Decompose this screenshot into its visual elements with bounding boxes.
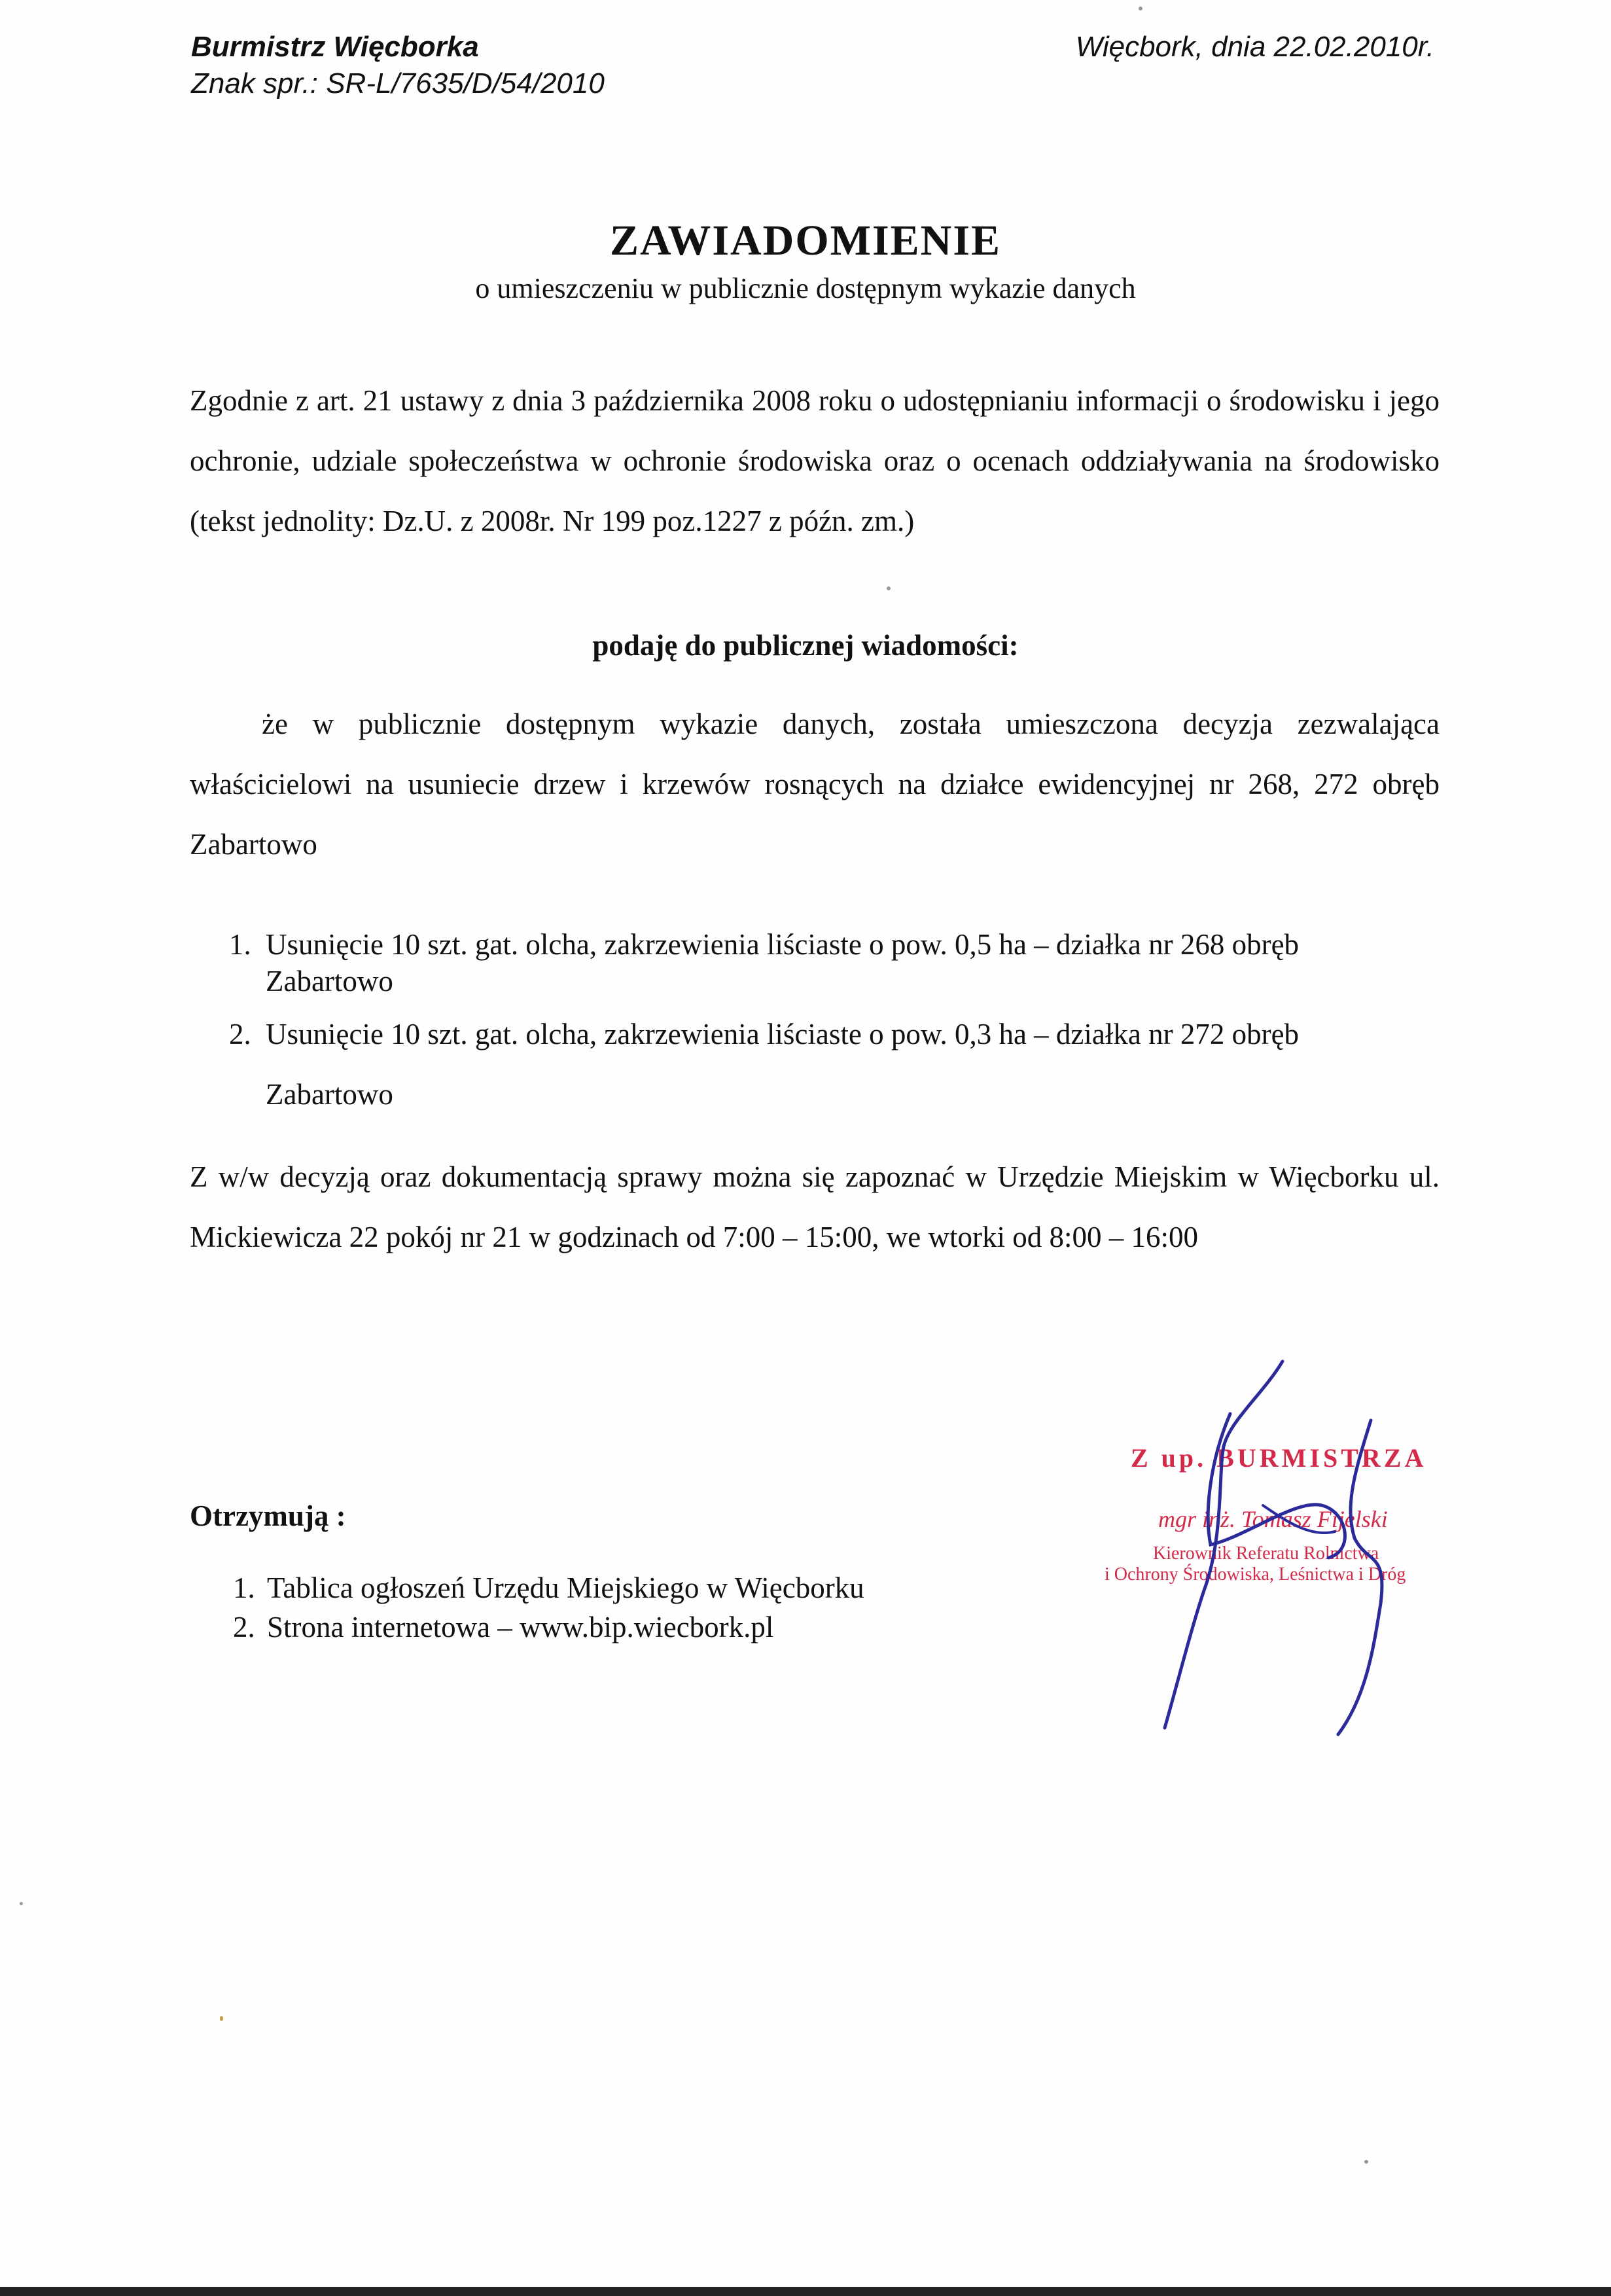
scan-speck [20, 1902, 23, 1905]
place-and-date: Więcbork, dnia 22.02.2010r. [1075, 31, 1434, 63]
scan-speck [887, 586, 891, 590]
scan-speck [1139, 7, 1142, 10]
recipient-text: Tablica ogłoszeń Urzędu Miejskiego w Więcborku [267, 1571, 864, 1604]
list-item [229, 1004, 1440, 1124]
recipient-item [233, 1571, 864, 1605]
documentation-paragraph: Z w/w decyzją oraz dokumentacją sprawy można się zapoznać w Urzędzie Miejskim w Więcborku ul. Mickiewicza 22 pokój nr 21 w godzinach od 7:00 – 15:00, we wtorki od 8:00 – 16:00 [190, 1160, 1440, 1253]
recipient-number: 1. [233, 1571, 255, 1604]
list-item-text: Usunięcie 10 szt. gat. olcha, zakrzewienia liściaste o pow. 0,5 ha – działka nr 268 obręb [266, 928, 1300, 961]
scan-speck [220, 2016, 223, 2021]
case-reference: Znak spr.: SR-L/7635/D/54/2010 [191, 67, 605, 99]
recipient-item [233, 1610, 773, 1644]
document-title: ZAWIADOMIENIE [609, 217, 1002, 264]
list-item-text-continued: Zabartowo [266, 965, 393, 997]
recipients-label: Otrzymują : [190, 1499, 346, 1532]
stamp-position-line2: i Ochrony Środowiska, Leśnictwa i Dróg [1105, 1564, 1406, 1585]
recipient-text: Strona internetowa – www.bip.wiecbork.pl [267, 1611, 774, 1643]
list-item-text-continued: Zabartowo [266, 1078, 393, 1111]
stamp-authorization: Z up. BURMISTRZA [1131, 1443, 1427, 1473]
stamp-signatory-name: mgr inż. Tomasz Fijelski [1158, 1506, 1388, 1532]
scan-edge-line [0, 2287, 1611, 2296]
list-item [229, 926, 1440, 999]
handwritten-signature [1047, 1342, 1505, 1748]
document-subtitle: o umieszczeniu w publicznie dostępnym wykazie danych [475, 272, 1136, 304]
list-item-number: 2. [229, 1018, 251, 1050]
stamp-position-line1: Kierownik Referatu Rolnictwa [1153, 1543, 1379, 1564]
announcement-body: że w publicznie dostępnym wykazie danych, została umieszczona decyzja zezwalająca właścicielowi na usuniecie drzew i krzewów rosnących na działce ewidencyjnej nr 268, 272 obręb Zabartowo [190, 708, 1440, 861]
list-item-text: Usunięcie 10 szt. gat. olcha, zakrzewienia liściaste o pow. 0,3 ha – działka nr 272 obręb [266, 1018, 1300, 1050]
announcement-heading: podaję do publicznej wiadomości: [592, 629, 1019, 662]
legal-basis-paragraph: Zgodnie z art. 21 ustawy z dnia 3 października 2008 roku o udostępnianiu informacji o środowisku i jego ochronie, udziale społeczeństwa w ochronie środowiska oraz o ocenach oddziaływania na środowisko (tekst jednolity: Dz.U. z 2008r. Nr 199 poz.1227 z późn. zm.) [190, 384, 1440, 537]
issuing-office: Burmistrz Więcborka [191, 31, 479, 63]
recipient-number: 2. [233, 1611, 255, 1643]
scan-speck [1364, 2160, 1368, 2164]
list-item-number: 1. [229, 928, 251, 961]
